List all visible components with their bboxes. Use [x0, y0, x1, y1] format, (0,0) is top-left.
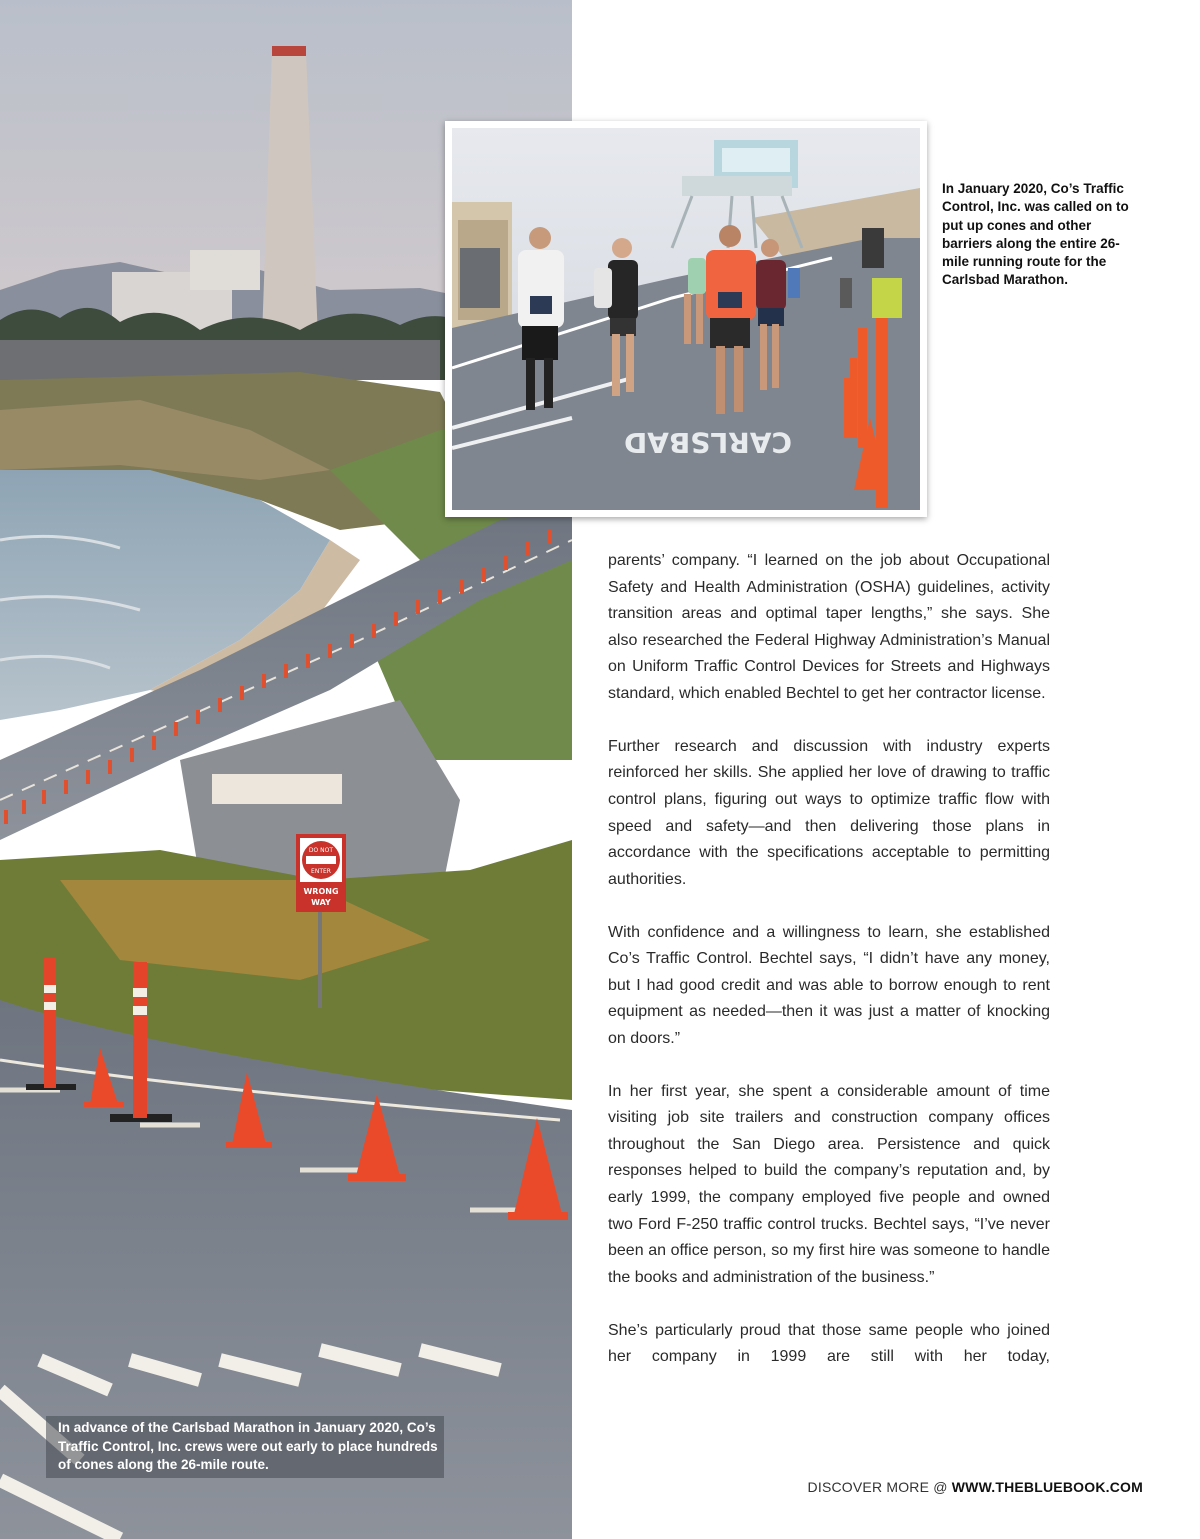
article-paragraph-5: She’s particularly proud that those same people who joined her company in 1999 are still with her today, — [608, 1321, 1050, 1366]
sign-line4: WAY — [311, 898, 331, 907]
article-paragraph-1: parents’ company. “I learned on the job about Occupational Safety and Health Administration (OSHA) guidelines, activity transition areas and optimal taper lengths,” she says. She also researched the Federal Highway Administration’s Manual on Uniform Traffic Control Devices for Streets and Highways standard, which enabled Bechtel to get her contractor license. — [608, 552, 1050, 702]
article-paragraph-2: Further research and discussion with industry experts reinforced her skills. She applied her love of drawing to traffic control plans, figuring out ways to optimize traffic flow with speed and safety—and then delivering those plans in accordance with the specifications acceptable to permitting authorities. — [608, 737, 1050, 888]
article-body — [608, 548, 1050, 1371]
footer-site-link[interactable]: WWW.THEBLUEBOOK.COM — [951, 1479, 1143, 1495]
inset-photo-frame — [445, 121, 927, 517]
hero-photo-caption: In advance of the Carlsbad Marathon in January 2020, Co’s Traffic Control, Inc. crews were out early to place hundreds of cones along the 26-mile route. — [58, 1420, 438, 1472]
inset-photo-caption: In January 2020, Co’s Traffic Control, Inc. was called on to put up cones and other barriers along the entire 26-mile running route for the Carlsbad Marathon. — [942, 181, 1129, 288]
sign-line3: WRONG — [303, 887, 339, 896]
marathon-runners-photo — [452, 128, 920, 510]
article-paragraph-4: In her first year, she spent a considerable amount of time visiting job site trailers and construction company offices throughout the San Diego area. Persistence and quick responses helped to build the company’s reputation and, by early 1999, the company employed five people and owned two Ford F-250 traffic control trucks. Bechtel says, “I’ve never been an office person, so my first hire was someone to handle the books and administration of the business.” — [608, 1082, 1050, 1286]
footer-prefix: DISCOVER MORE @ — [807, 1479, 952, 1495]
sign-line2: ENTER — [311, 868, 331, 875]
road-lettering: CARLSBAD — [623, 426, 792, 459]
sign-line1: DO NOT — [308, 847, 334, 854]
footer-discover-more — [808, 1479, 1143, 1495]
article-paragraph-3: With confidence and a willingness to learn, she established Co’s Traffic Control. Bechtel says, “I didn’t have any money, but I had good credit and was able to borrow enough to rent equipment as needed—then it was just a matter of knocking on doors.” — [608, 923, 1050, 1047]
hero-caption-box — [46, 1416, 444, 1478]
